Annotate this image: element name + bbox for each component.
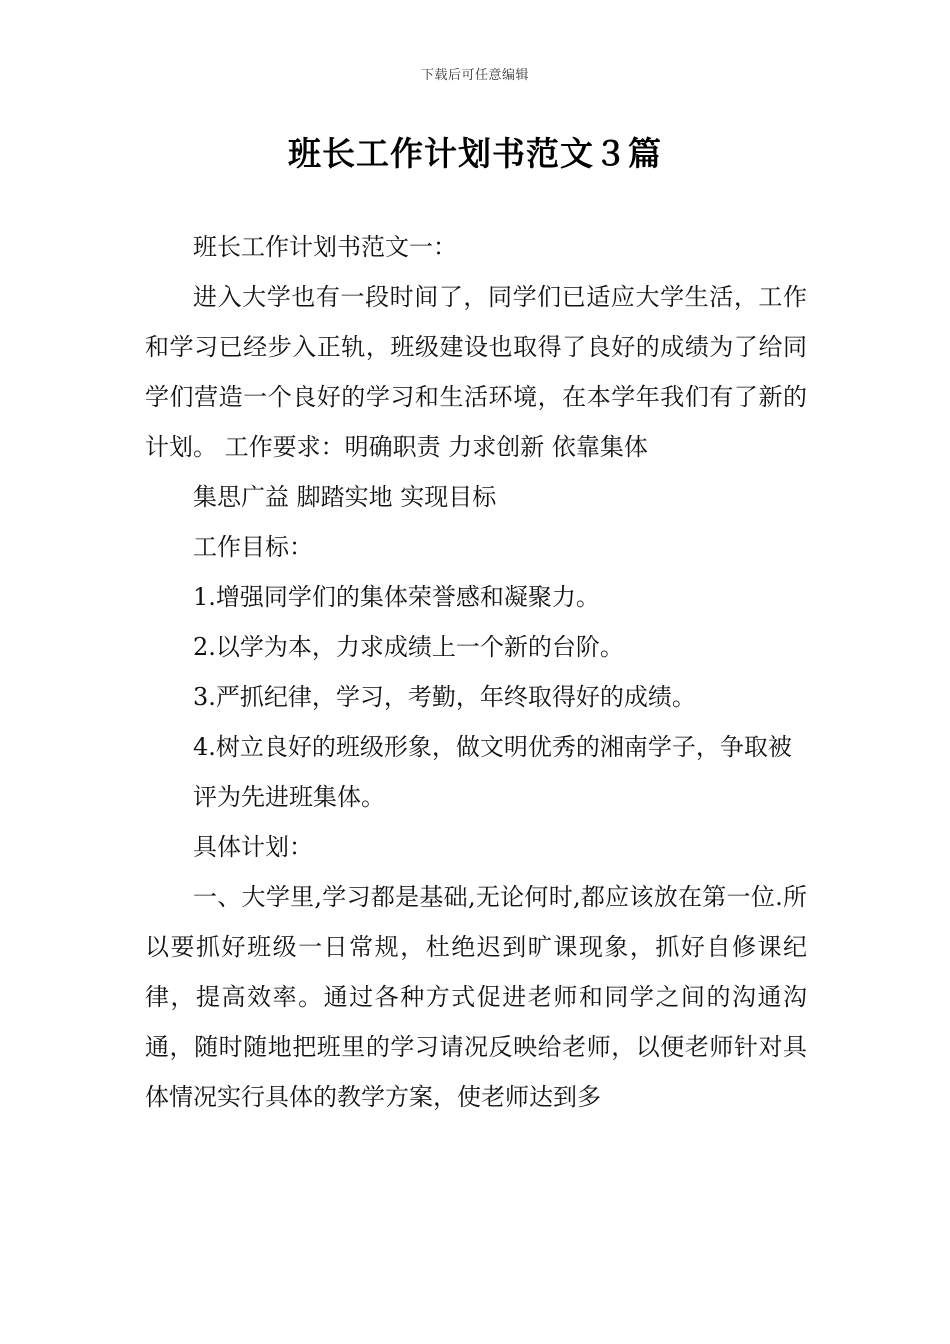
page-title: 班长工作计划书范文３篇 — [288, 134, 662, 173]
paragraph-goal-3: 3.严抓纪律，学习，考勤，年终取得好的成绩。 — [193, 683, 696, 711]
paragraph-goal-1: 1.增强同学们的集体荣誉感和凝聚力。 — [193, 583, 600, 611]
document-body — [145, 222, 807, 1122]
paragraph-goals-heading: 工作目标： — [193, 533, 313, 561]
paragraph-goal-4-continued: 评为先进班集体。 — [193, 783, 385, 811]
paragraph-section-heading: 班长工作计划书范文一： — [193, 233, 457, 261]
paragraph-goal-4: 4.树立良好的班级形象，做文明优秀的湘南学子，争取被 — [193, 733, 792, 761]
header-note: 下载后可任意编辑 — [420, 68, 529, 83]
paragraph-motto: 集思广益 脚踏实地 实现目标 — [193, 483, 497, 511]
paragraph-plan-heading: 具体计划： — [193, 833, 313, 861]
paragraph-intro: 进入大学也有一段时间了，同学们已适应大学生活，工作和学习已经步入正轨，班级建设也取得了良好的成绩为了给同学们营造一个良好的学习和生活环境，在本学年我们有了新的计划。 工作要求：明确职责 力求创新 依靠集体 — [145, 283, 807, 461]
paragraph-goal-2: 2.以学为本，力求成绩上一个新的台阶。 — [193, 633, 624, 661]
paragraph-plan-1: 一、大学里,学习都是基础,无论何时,都应该放在第一位.所以要抓好班级一日常规，杜绝迟到旷课现象，抓好自修课纪律，提高效率。通过各种方式促进老师和同学之间的沟通沟通，随时随地把班里的学习请况反映给老师，以便老师针对具体情况实行具体的教学方案，使老师达到多 — [145, 883, 807, 1111]
